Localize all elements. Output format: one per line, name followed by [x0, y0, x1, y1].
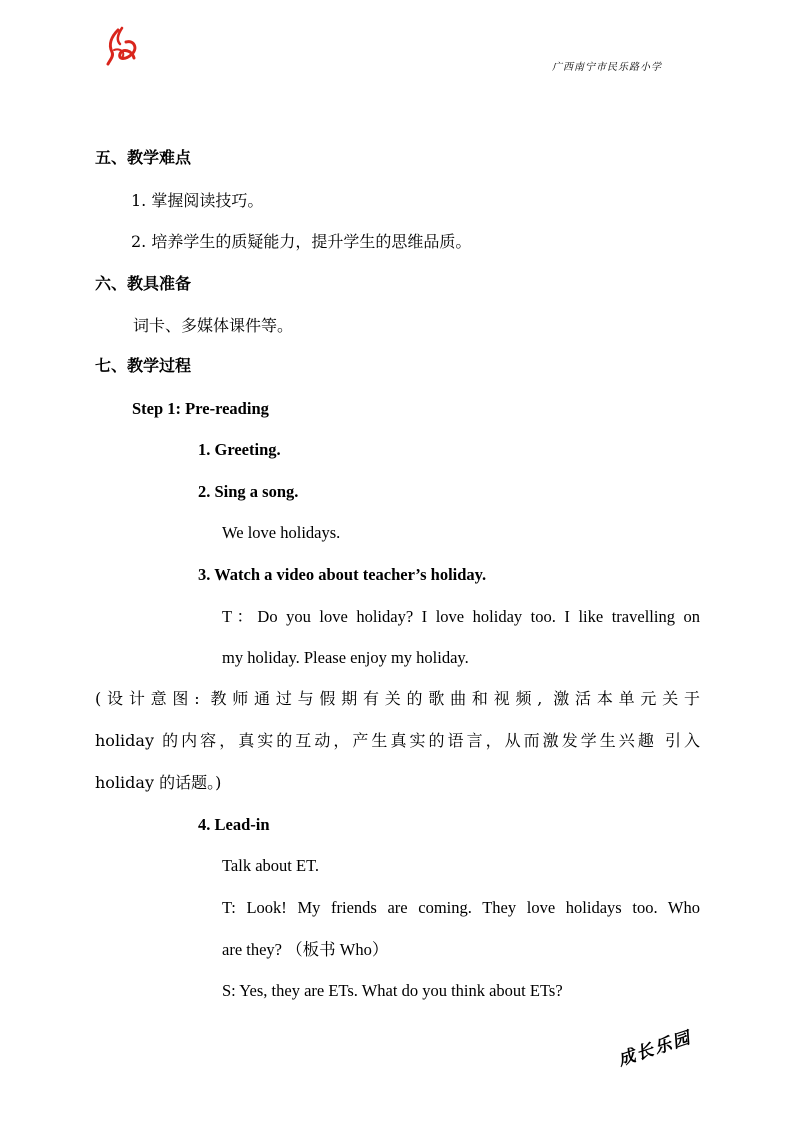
- list-item: 2. 培养学生的质疑能力，提升学生的思维品质。: [131, 232, 472, 251]
- dialogue-line: S: Yes, they are ETs. What do you think about ETs?: [222, 981, 563, 1000]
- list-item: 1. 掌握阅读技巧。: [131, 191, 264, 210]
- school-logo-icon: [104, 26, 140, 70]
- step-item-lead-in: 4. Lead-in: [198, 815, 270, 834]
- design-intent-line: holiday 的内容，真实的互动，产生真实的语言，从而激发学生兴趣 引入: [95, 731, 700, 750]
- design-intent-line: (设计意图: 教师通过与假期有关的歌曲和视频, 激活本单元关于: [95, 689, 700, 708]
- step-item-video: 3. Watch a video about teacher’s holiday.: [198, 565, 487, 584]
- section-title-materials: 六、教具准备: [95, 274, 192, 293]
- song-title: We love holidays.: [222, 523, 341, 542]
- lead-in-topic: Talk about ET.: [222, 856, 320, 875]
- footer-brand-logo: 成长乐园: [615, 1027, 695, 1071]
- design-intent-line: holiday 的话题。): [95, 773, 222, 792]
- step-title: Step 1: Pre-reading: [132, 399, 269, 418]
- dialogue-line: T：Do you love holiday? I love holiday too. I like travelling on: [222, 607, 700, 626]
- section-title-process: 七、教学过程: [95, 356, 192, 375]
- dialogue-line: are they? （板书 Who）: [222, 940, 389, 959]
- materials-text: 词卡、多媒体课件等。: [133, 316, 294, 335]
- dialogue-line: T: Look! My friends are coming. They love holidays too. Who: [222, 898, 700, 917]
- step-item-song: 2. Sing a song.: [198, 482, 299, 501]
- dialogue-line: my holiday. Please enjoy my holiday.: [222, 648, 469, 667]
- section-title-difficulties: 五、教学难点: [95, 148, 192, 167]
- school-name: 广西南宁市民乐路小学: [552, 62, 662, 73]
- step-item-greeting: 1. Greeting.: [198, 440, 281, 459]
